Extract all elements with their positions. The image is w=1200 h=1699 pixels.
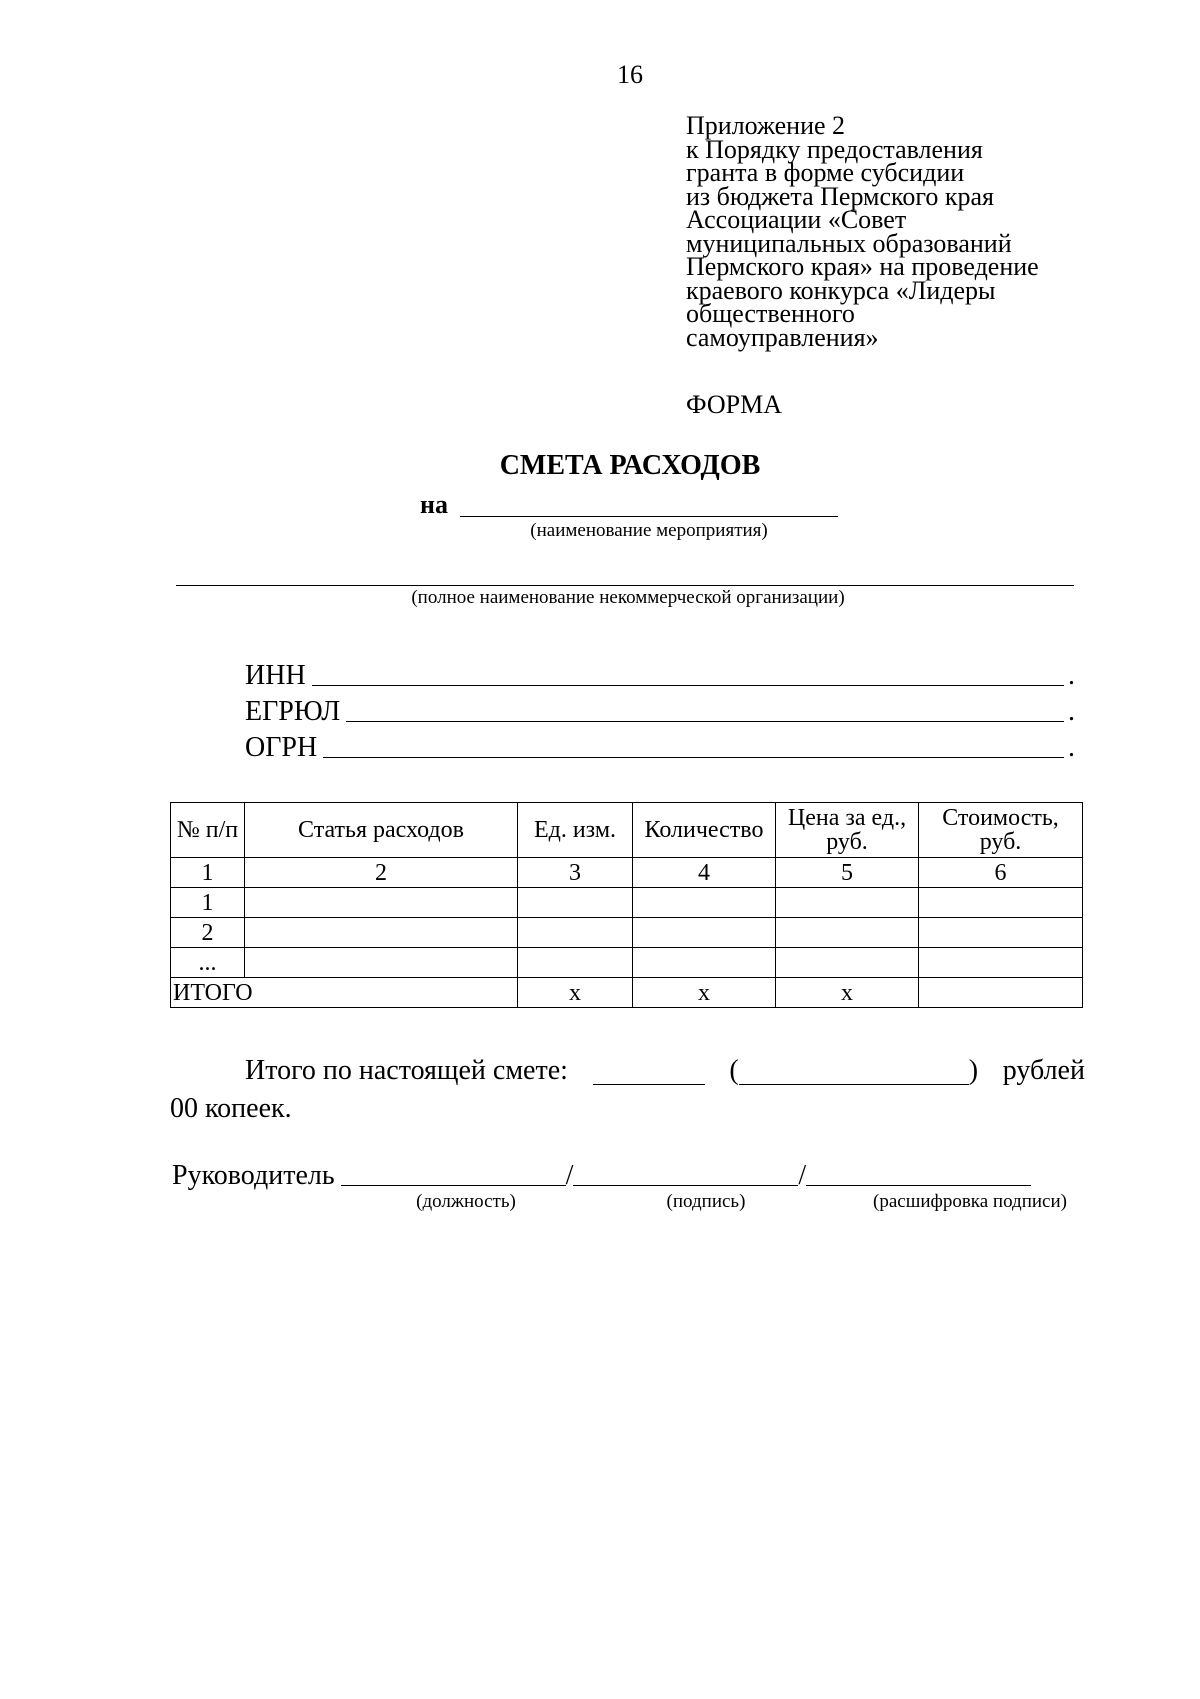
appendix-line: Ассоциации «Совет — [686, 205, 907, 234]
header-unit-price: Цена за ед., руб. — [776, 803, 919, 858]
summary-amount-field[interactable] — [593, 1083, 705, 1085]
event-name-field[interactable] — [460, 516, 838, 517]
position-caption: (должность) — [416, 1191, 516, 1212]
appendix-line: Приложение 2 — [686, 111, 846, 140]
header-number: № п/п — [171, 803, 245, 858]
quantity-cell[interactable] — [633, 888, 776, 918]
expense-item-cell[interactable] — [245, 948, 518, 978]
signature-separator: / — [565, 1160, 574, 1191]
ogrn-row — [245, 732, 1075, 764]
egrul-label: ЕГРЮЛ — [245, 696, 341, 727]
signature-separator: / — [798, 1160, 807, 1191]
total-unit-cell: х — [518, 978, 633, 1008]
total-label: ИТОГО — [171, 978, 518, 1008]
header-quantity: Количество — [633, 803, 776, 858]
appendix-line: муниципальных образований — [686, 228, 1012, 258]
summary-close-paren: ) — [968, 1055, 979, 1086]
appendix-line: к Порядку предоставления — [686, 134, 983, 164]
quantity-cell[interactable] — [633, 948, 776, 978]
unit-price-cell[interactable] — [776, 918, 919, 948]
column-number: 3 — [518, 858, 633, 888]
document-title: СМЕТА РАСХОДОВ — [499, 450, 761, 481]
summary-line — [170, 1052, 1085, 1090]
appendix-line: Пермского края» на проведение — [686, 252, 1039, 281]
unit-cell[interactable] — [518, 948, 633, 978]
summary-prefix: Итого по настоящей смете: — [245, 1055, 568, 1086]
expense-item-cell[interactable] — [245, 888, 518, 918]
unit-cell[interactable] — [518, 888, 633, 918]
summary-block — [170, 1052, 1085, 1128]
position-field[interactable] — [341, 1184, 566, 1186]
inn-label: ИНН — [245, 660, 306, 691]
column-number: 5 — [776, 858, 919, 888]
summary-open-paren: ( — [729, 1055, 739, 1086]
appendix-line: гранта в форме субсидии — [686, 158, 965, 187]
inn-row — [245, 660, 1075, 692]
table-row — [171, 948, 1083, 978]
total-price-cell: х — [776, 978, 919, 1008]
column-numbering-row — [171, 858, 1083, 888]
signature-row — [172, 1160, 1031, 1192]
ogrn-field[interactable] — [323, 756, 1064, 758]
column-number: 1 — [171, 858, 245, 888]
cost-cell[interactable] — [919, 918, 1083, 948]
summary-kopecks: 00 копеек. — [170, 1093, 292, 1124]
header-unit: Ед. изм. — [518, 803, 633, 858]
column-number: 2 — [245, 858, 518, 888]
cost-cell[interactable] — [919, 888, 1083, 918]
egrul-end: . — [1068, 696, 1075, 727]
cost-cell[interactable] — [919, 948, 1083, 978]
inn-field[interactable] — [312, 684, 1064, 686]
egrul-row — [245, 696, 1075, 728]
appendix-line: краевого конкурса «Лидеры — [686, 275, 996, 305]
quantity-cell[interactable] — [633, 918, 776, 948]
inn-end: . — [1068, 660, 1075, 691]
table-row — [171, 888, 1083, 918]
summary-amount-words-field[interactable] — [739, 1083, 969, 1085]
total-cost-cell[interactable] — [919, 978, 1083, 1008]
signature-decoding-field[interactable] — [806, 1184, 1031, 1186]
appendix-block — [686, 111, 1106, 352]
appendix-line: общественного — [686, 299, 855, 328]
signature-caption: (подпись) — [666, 1191, 746, 1212]
egrul-field[interactable] — [346, 720, 1064, 722]
column-number: 4 — [633, 858, 776, 888]
organization-name-caption: (полное наименование некоммерческой организации) — [411, 587, 845, 608]
total-quantity-cell: х — [633, 978, 776, 1008]
total-row — [171, 978, 1083, 1008]
header-cost: Стоимость, руб. — [919, 803, 1083, 858]
ogrn-end: . — [1068, 732, 1075, 763]
event-prefix: на — [420, 490, 448, 519]
page-number: 16 — [617, 60, 643, 89]
cost-estimate-table — [170, 802, 1083, 1008]
signature-label: Руководитель — [172, 1160, 335, 1191]
signature-field[interactable] — [573, 1184, 798, 1186]
appendix-line: из бюджета Пермского края — [686, 181, 995, 211]
signature-decoding-caption: (расшифровка подписи) — [873, 1191, 1067, 1212]
column-number: 6 — [919, 858, 1083, 888]
row-number: 2 — [171, 918, 245, 948]
table-header-row — [171, 803, 1083, 858]
row-number: 1 — [171, 888, 245, 918]
ogrn-label: ОГРН — [245, 732, 318, 763]
summary-words-group — [729, 1052, 978, 1090]
organization-name-field[interactable] — [176, 585, 1074, 586]
unit-price-cell[interactable] — [776, 948, 919, 978]
expense-item-cell[interactable] — [245, 918, 518, 948]
table-row — [171, 918, 1083, 948]
unit-cell[interactable] — [518, 918, 633, 948]
summary-currency: рублей — [1002, 1055, 1085, 1086]
form-label: ФОРМА — [686, 390, 782, 419]
event-name-caption: (наименование мероприятия) — [530, 520, 768, 541]
appendix-line: самоуправления» — [686, 322, 879, 352]
header-expense-item: Статья расходов — [245, 803, 518, 858]
row-number: ... — [171, 948, 245, 978]
unit-price-cell[interactable] — [776, 888, 919, 918]
